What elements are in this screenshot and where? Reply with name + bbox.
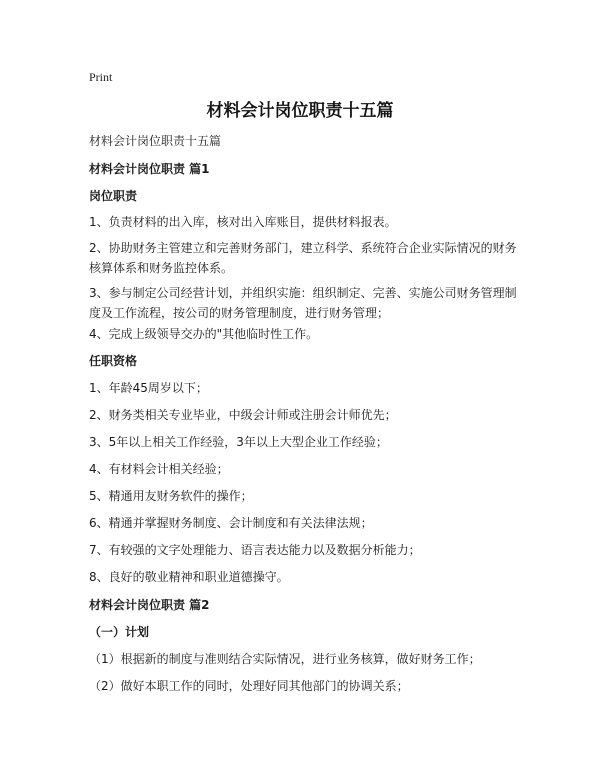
subtitle: 材料会计岗位职责十五篇 xyxy=(89,134,222,148)
duty-item: 2、协助财务主管建立和完善财务部门，建立科学、系统符合企业实际情况的财务核算体系和财务监控体系。 xyxy=(89,241,517,275)
qualification-item: 8、良好的敬业精神和职业道德操守。 xyxy=(89,570,289,584)
page-title: 材料会计岗位职责十五篇 xyxy=(206,101,394,121)
print-label[interactable]: Print xyxy=(89,70,113,84)
plan-item: （2）做好本职工作的同时，处理好同其他部门的协调关系； xyxy=(89,679,409,693)
qualification-item: 7、有较强的文字处理能力、语言表达能力以及数据分析能力； xyxy=(89,543,421,557)
section-heading-2: 材料会计岗位职责 篇2 xyxy=(89,598,210,612)
qualification-item: 2、财务类相关专业毕业，中级会计师或注册会计师优先； xyxy=(89,408,397,422)
qualifications-heading: 任职资格 xyxy=(89,354,138,368)
qualification-item: 6、精通并掌握财务制度、会计制度和有关法律法规； xyxy=(89,516,373,530)
duty-item: 1、负责材料的出入库，核对出入库账目，提供材料报表。 xyxy=(89,215,397,229)
qualification-item: 5、精通用友财务软件的操作； xyxy=(89,489,253,503)
plan-item: （1）根据新的制度与准则结合实际情况，进行业务核算，做好财务工作； xyxy=(89,652,481,666)
duty-item: 3、参与制定公司经营计划，并组织实施：组织制定、完善、实施公司财务管理制度及工作流程，按公司的财务管理制度，进行财务管理； xyxy=(89,286,517,320)
duties-heading: 岗位职责 xyxy=(89,189,138,203)
qualification-item: 1、年龄45周岁以下； xyxy=(89,381,208,395)
qualification-item: 4、有材料会计相关经验； xyxy=(89,462,229,476)
section-heading-1: 材料会计岗位职责 篇1 xyxy=(89,162,210,176)
plan-heading: （一）计划 xyxy=(89,625,150,639)
qualification-item: 3、5年以上相关工作经验，3年以上大型企业工作经验； xyxy=(89,435,388,449)
duty-item: 4、完成上级领导交办的"其他临时性工作。 xyxy=(89,327,319,341)
